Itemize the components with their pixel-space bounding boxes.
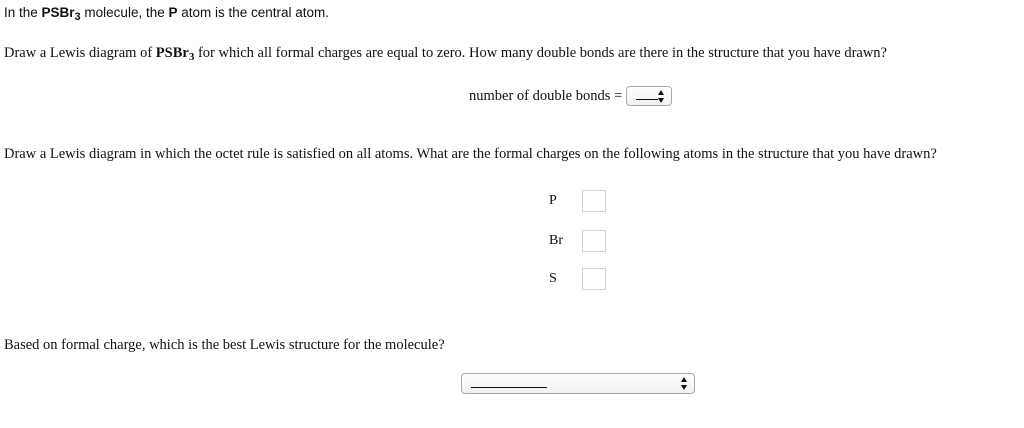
question-best-structure: Based on formal charge, which is the best Lewis structure for the molecule? bbox=[4, 337, 445, 353]
intro-middle: molecule, the bbox=[80, 5, 169, 20]
double-bonds-select-value bbox=[636, 99, 658, 100]
formal-charge-row-s bbox=[549, 267, 606, 291]
formal-charge-input-s[interactable] bbox=[582, 268, 606, 290]
double-bonds-answer-row bbox=[469, 86, 672, 106]
intro-formula: PSBr$_3$ bbox=[41, 5, 81, 23]
intro-prefix: In the bbox=[4, 5, 42, 20]
best-structure-select-value bbox=[471, 387, 547, 388]
intro-suffix: atom is the central atom. bbox=[177, 5, 330, 20]
formal-charge-label-br: Br bbox=[549, 233, 563, 248]
up-down-arrows-icon bbox=[681, 377, 688, 390]
best-structure-select[interactable] bbox=[461, 373, 695, 394]
q2-formula: PSBr$_3$ bbox=[155, 45, 195, 63]
intro-atom: P bbox=[168, 5, 178, 20]
up-down-arrows-icon bbox=[658, 90, 665, 103]
formal-charge-row-p bbox=[549, 189, 606, 213]
intro-statement bbox=[4, 5, 330, 23]
double-bonds-select[interactable] bbox=[626, 86, 672, 106]
formal-charge-input-br[interactable] bbox=[582, 230, 606, 252]
formal-charge-label-p: P bbox=[549, 193, 557, 208]
question-double-bonds bbox=[4, 45, 887, 62]
question-formal-charges: Draw a Lewis diagram in which the octet rule is satisfied on all atoms. What are the formal charges on the following atoms in the structure that you have drawn? bbox=[4, 146, 937, 162]
formal-charge-label-s: S bbox=[549, 271, 557, 286]
q2-suffix: for which all formal charges are equal to zero. How many double bonds are there in the structure that you have drawn? bbox=[194, 45, 887, 61]
q2-prefix: Draw a Lewis diagram of bbox=[4, 45, 156, 61]
formal-charge-input-p[interactable] bbox=[582, 190, 606, 212]
double-bonds-label: number of double bonds = bbox=[469, 87, 623, 104]
formal-charge-row-br bbox=[549, 229, 606, 253]
